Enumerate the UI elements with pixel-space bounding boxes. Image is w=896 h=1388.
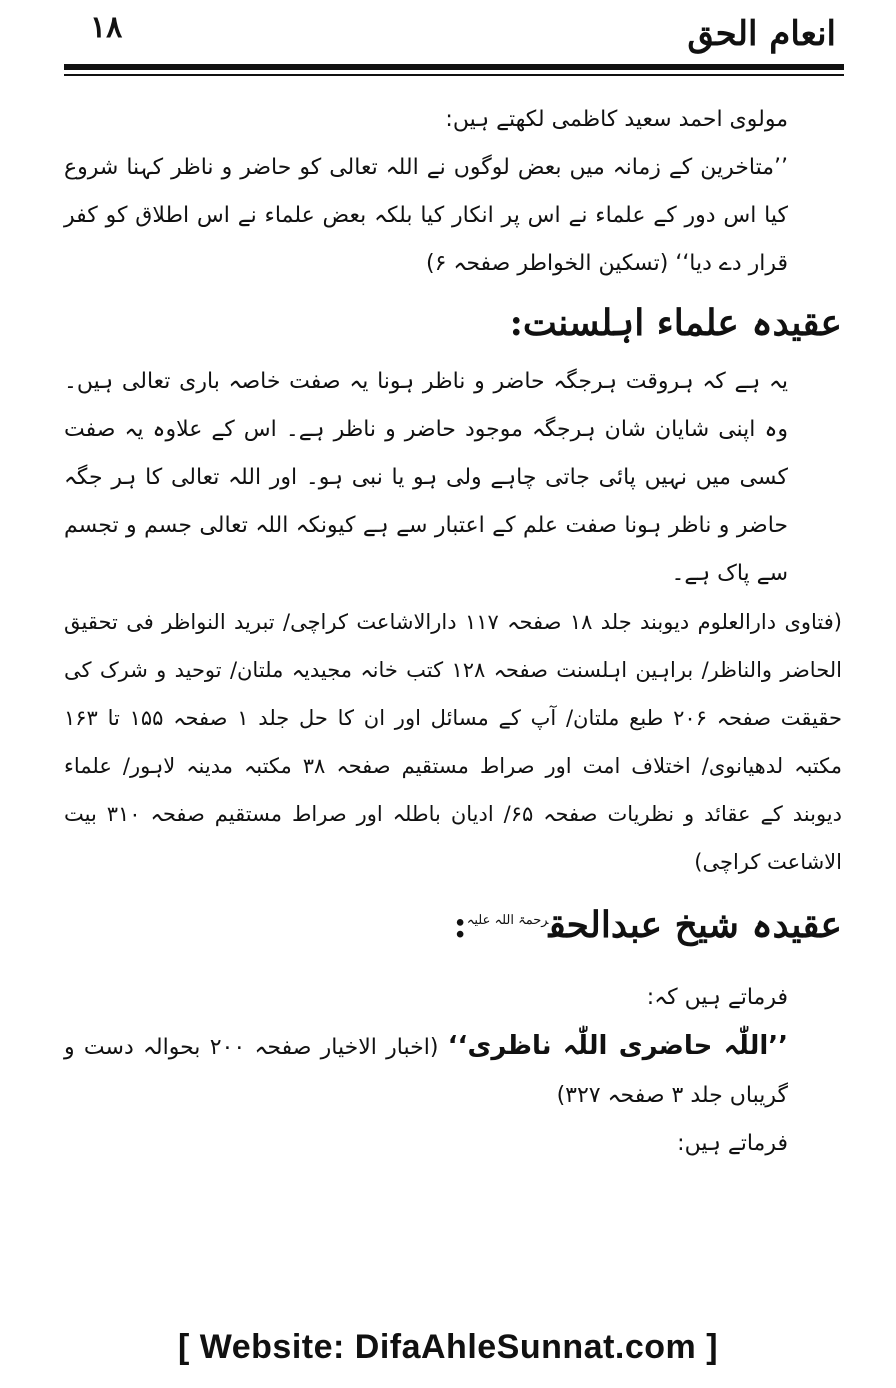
page-number: ۱۸ [90,10,123,45]
quote-paragraph: ’’متاخرین کے زمانہ میں بعض لوگوں نے اللہ تعالی کو حاضر و ناظر کہنا شروع کیا اس دور کے علماء نے اس پر انکار کیا بلکہ بعض علماء نے اس اطلاق کو کفر قرار دے دیا‘‘ (تسکین الخواطر صفحہ ۶) [64,155,788,276]
belief-paragraph: یہ ہے کہ ہروقت ہرجگہ حاضر و ناظر ہونا یہ صفت خاصہ باری تعالی ہیں۔ وہ اپنی شایان شان ہرجگہ موجود حاضر و ناظر ہے۔ اس کے علاوہ یہ صفت کسی میں نہیں پائی جاتی چاہے ولی ہو یا نبی ہو۔ اور اللہ تعالی کا ہر جگہ حاضر و ناظر ہونا صفت علم کے اعتبار سے ہے کیونکہ اللہ تعالی جسم و تجسم سے پاک ہے۔ [64,369,788,586]
heading-ulama-ahlesunnat: عقیدہ علماء اہلسنت: [509,302,842,344]
quote-akhbar [64,1022,842,1120]
website-footer: [ Website: DifaAhleSunnat.com ] [177,1328,719,1366]
heading-text: عقیدہ شیخ عبدالحق [548,904,842,946]
heading-shaikh-abdul-haq [64,892,842,954]
book-title: انعام الحق [687,14,836,54]
quote-reference: (اخبار الاخیار صفحہ ۲۰۰ بحوالہ دست و گریباں جلد ۳ صفحہ ۳۲۷) [64,1035,788,1108]
references-paragraph: (فتاوی دارالعلوم دیوبند جلد ۱۸ صفحہ ۱۱۷ دارالاشاعت کراچی/ تبرید النواظر فی تحقیق الحاضر والناظر/ براہین اہلسنت صفحہ ۱۲۸ کتب خانہ مجیدیہ ملتان/ توحید و شرک کی حقیقت صفحہ ۲۰۶ طبع ملتان/ آپ کے مسائل اور ان کا حل جلد ۱ صفحہ ۱۵۵ تا ۱۶۳ مکتبہ لدھیانوی/ اختلاف امت اور صراط مستقیم صفحہ ۳۸ مکتبہ مدینہ لاہور/ علماء دیوبند کے عقائد و نظریات صفحہ ۶۵/ ادیان باطلہ اور صراط مستقیم صفحہ ۳۱۰ بیت الاشاعت کراچی) [64,610,843,874]
says-line-1: فرماتے ہیں کہ: [646,985,788,1010]
says-line-2: فرماتے ہیں: [677,1131,788,1156]
intro-line: مولوی احمد سعید کاظمی لکھتے ہیں: [445,107,788,132]
spacer [64,960,842,974]
honorific: رحمۃ اللہ علیہ [466,913,549,928]
quote-arabic: ’’اللّٰہ حاضری اللّٰہ ناظری‘‘ [447,1031,788,1061]
heading-colon: : [453,904,467,946]
page-header [64,10,844,64]
page-content [64,96,842,1168]
header-rule-thick [64,64,844,70]
header-rule-thin [64,74,844,76]
